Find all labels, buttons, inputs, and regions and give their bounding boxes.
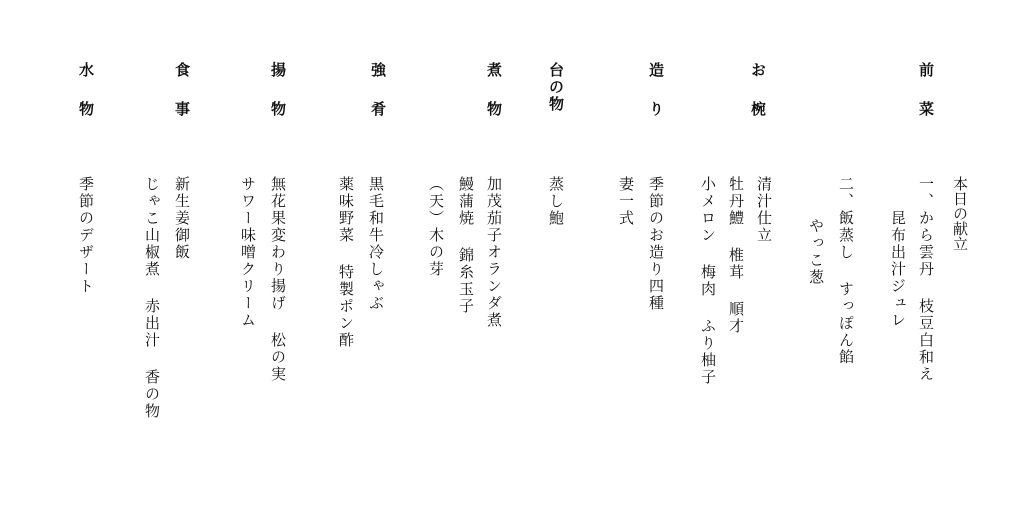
course-item: 清汁仕立	[755, 176, 773, 244]
course-item: 昆布出汁ジュレ	[889, 210, 907, 329]
course-item: 牡丹鱧 椎茸 順才	[727, 176, 745, 335]
course-item: 一、から雲丹 枝豆白和え	[917, 176, 935, 383]
course-item: 二、飯蒸し すっぽん餡	[837, 176, 855, 366]
course-item: 季節のお造り四種	[647, 176, 665, 312]
course-item: 鰻蒲焼 錦糸玉子	[457, 176, 475, 315]
course-item: サワー味噌クリーム	[239, 176, 257, 329]
course-item: 小メロン 梅肉 ふり柚子	[699, 176, 717, 386]
course-category-mizumono: 水物	[77, 62, 95, 140]
course-item: 薬味野菜 特製ポン酢	[337, 176, 355, 349]
course-item: やっこ葱	[807, 218, 825, 286]
course-item: じゃこ山椒煮 赤出汁 香の物	[143, 176, 161, 420]
course-item: （天）木の芽	[427, 176, 445, 278]
menu-heading: 本日の献立	[951, 176, 969, 251]
course-item: 季節のデザート	[77, 176, 95, 295]
course-category-shiizakana: 強肴	[369, 62, 387, 140]
course-item: 無花果変わり揚げ 松の実	[269, 176, 287, 383]
course-category-agemono: 揚物	[269, 62, 287, 140]
course-category-dainomono: 台の物	[547, 62, 565, 113]
course-category-shokuji: 食事	[173, 62, 191, 140]
course-category-nimono: 煮物	[485, 62, 503, 140]
course-item: 加茂茄子オランダ煮	[485, 176, 503, 329]
course-item: 新生姜御飯	[173, 176, 191, 261]
course-category-zensai: 前菜	[917, 62, 935, 140]
course-item: 蒸し鮑	[547, 176, 565, 227]
course-item: 黒毛和牛冷しゃぶ	[367, 176, 385, 312]
course-category-owan: お椀	[749, 62, 767, 140]
course-category-tsukuri: 造り	[647, 62, 665, 140]
course-item: 妻一式	[617, 176, 635, 227]
